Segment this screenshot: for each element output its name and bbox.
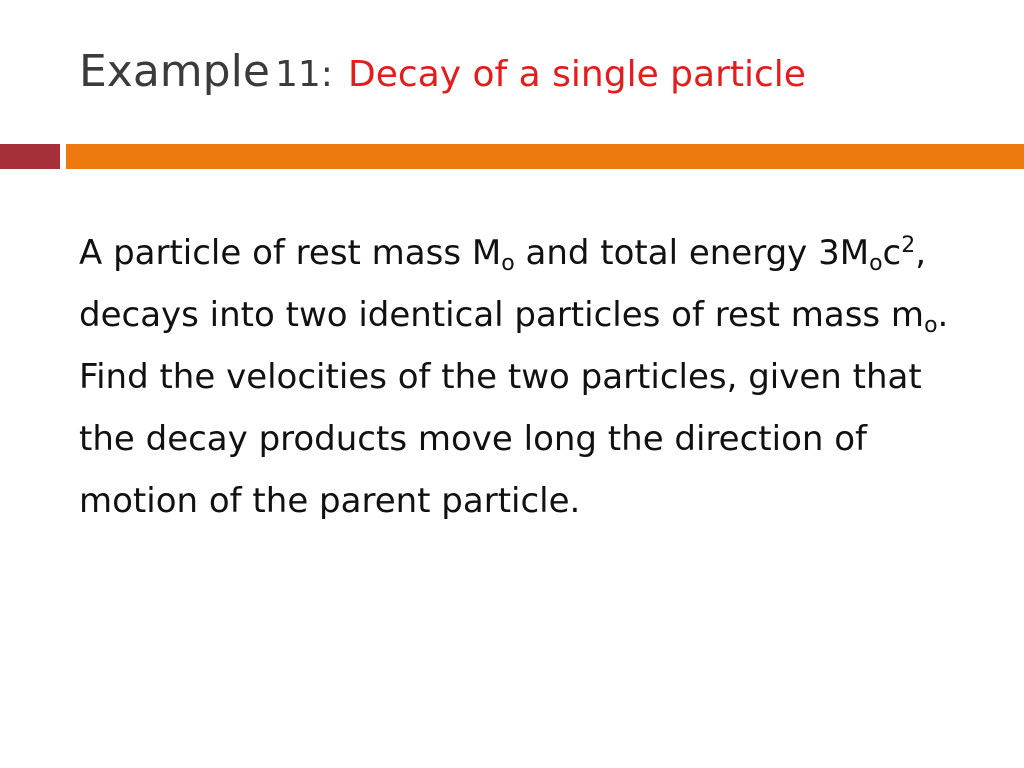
accent-bar-right (66, 144, 1024, 169)
text-run: , decays into two identical particles of rest mass m (79, 233, 927, 335)
superscript-2: 2 (901, 233, 916, 258)
title-number: 11 (274, 54, 321, 95)
accent-bar-left (0, 144, 60, 169)
problem-text (79, 222, 959, 532)
title-lead: Example (79, 46, 270, 97)
text-run: . Find the velocities of the two particles, given that the decay products move long the direction of motion of the parent particle. (79, 295, 949, 521)
subscript-o: o (501, 251, 515, 276)
title-subtitle: Decay of a single particle (348, 54, 806, 95)
problem-paragraph (79, 222, 959, 532)
text-run: A particle of rest mass M (79, 233, 502, 273)
subscript-o: o (869, 251, 883, 276)
subscript-o: o (924, 313, 938, 338)
text-run: and total energy 3M (514, 233, 870, 273)
title-colon: : (320, 54, 333, 95)
slide-title (79, 46, 806, 97)
text-run: c (882, 233, 902, 273)
